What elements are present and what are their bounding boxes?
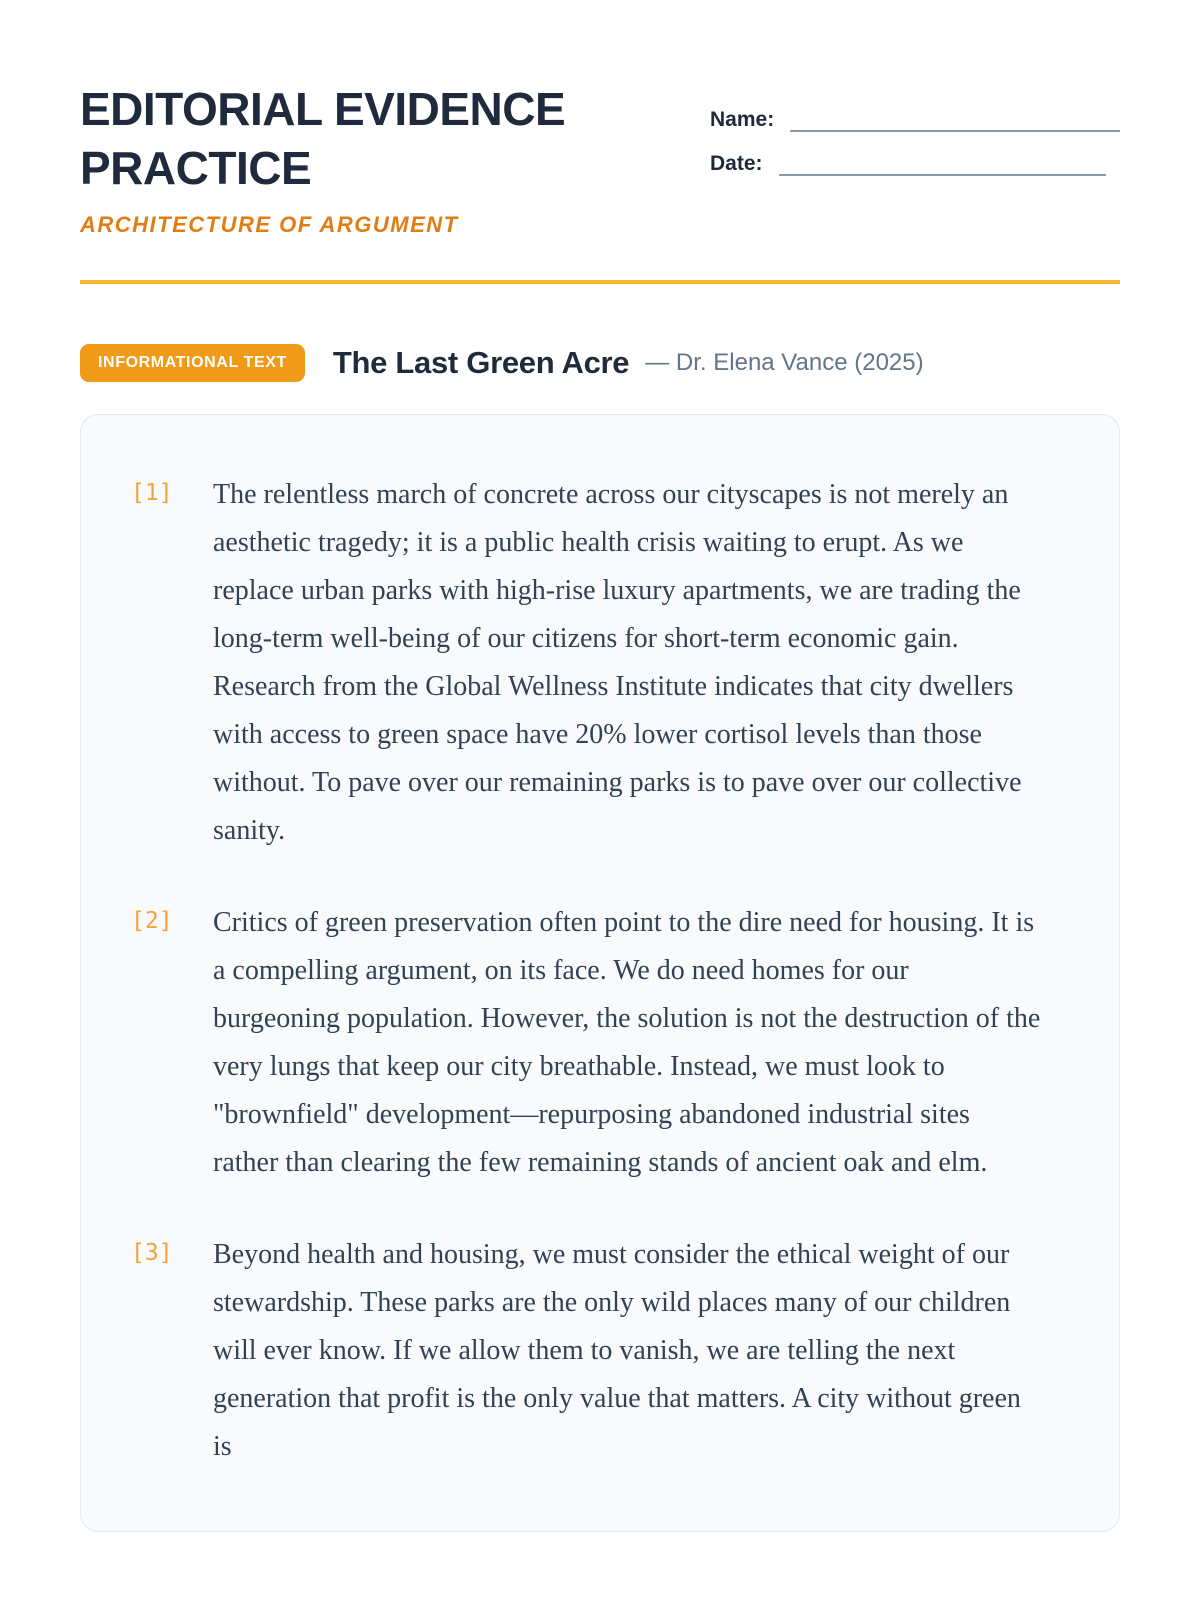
- student-info-block: [710, 106, 1120, 194]
- passage-author: — Dr. Elena Vance (2025): [645, 348, 924, 376]
- date-input-line[interactable]: [779, 150, 1106, 176]
- paragraph-1-marker: [1]: [131, 479, 173, 506]
- name-field-row: [710, 106, 1120, 132]
- passage-title: The Last Green Acre: [332, 344, 630, 380]
- passage-card: [80, 414, 1120, 1532]
- paragraph-1: [131, 471, 1041, 855]
- name-label: Name:: [710, 108, 775, 131]
- paragraph-2-marker: [2]: [131, 907, 173, 934]
- worksheet-header: [80, 80, 1120, 238]
- paragraph-3: [131, 1231, 1041, 1471]
- paragraph-3-text: Beyond health and housing, we must consider the ethical weight of our stewardship. These parks are the only wild places many of our children will ever know. If we allow them to vanish, we are telling the next generation that profit is the only value that matters. A city without green is: [213, 1238, 1021, 1462]
- name-input-line[interactable]: [790, 106, 1120, 132]
- date-label: Date:: [710, 152, 763, 175]
- paragraph-2: [131, 899, 1041, 1187]
- paragraph-2-text: Critics of green preservation often point to the dire need for housing. It is a compelling argument, on its face. We do need homes for our burgeoning population. However, the solution is not the destruction of the very lungs that keep our city breathable. Instead, we must look to "brownfield" development—repurposing abandoned industrial sites rather than clearing the few remaining stands of ancient oak and elm.: [213, 906, 1041, 1178]
- passage-header: [80, 344, 1120, 382]
- date-field-row: [710, 150, 1120, 176]
- header-title-block: [80, 80, 680, 238]
- informational-text-badge: INFORMATIONAL TEXT: [80, 344, 305, 382]
- header-divider: [80, 280, 1120, 284]
- worksheet-title: EDITORIAL EVIDENCE PRACTICE: [80, 83, 566, 194]
- worksheet-subtitle: ARCHITECTURE OF ARGUMENT: [80, 211, 459, 237]
- paragraph-3-marker: [3]: [131, 1239, 173, 1266]
- paragraph-1-text: The relentless march of concrete across our cityscapes is not merely an aesthetic tragedy; it is a public health crisis waiting to erupt. As we replace urban parks with high-rise luxury apartments, we are trading the long-term well-being of our citizens for short-term economic gain. Research from the Global Wellness Institute indicates that city dwellers with access to green space have 20% lower cortisol levels than those without. To pave over our remaining parks is to pave over our collective sanity.: [213, 478, 1022, 846]
